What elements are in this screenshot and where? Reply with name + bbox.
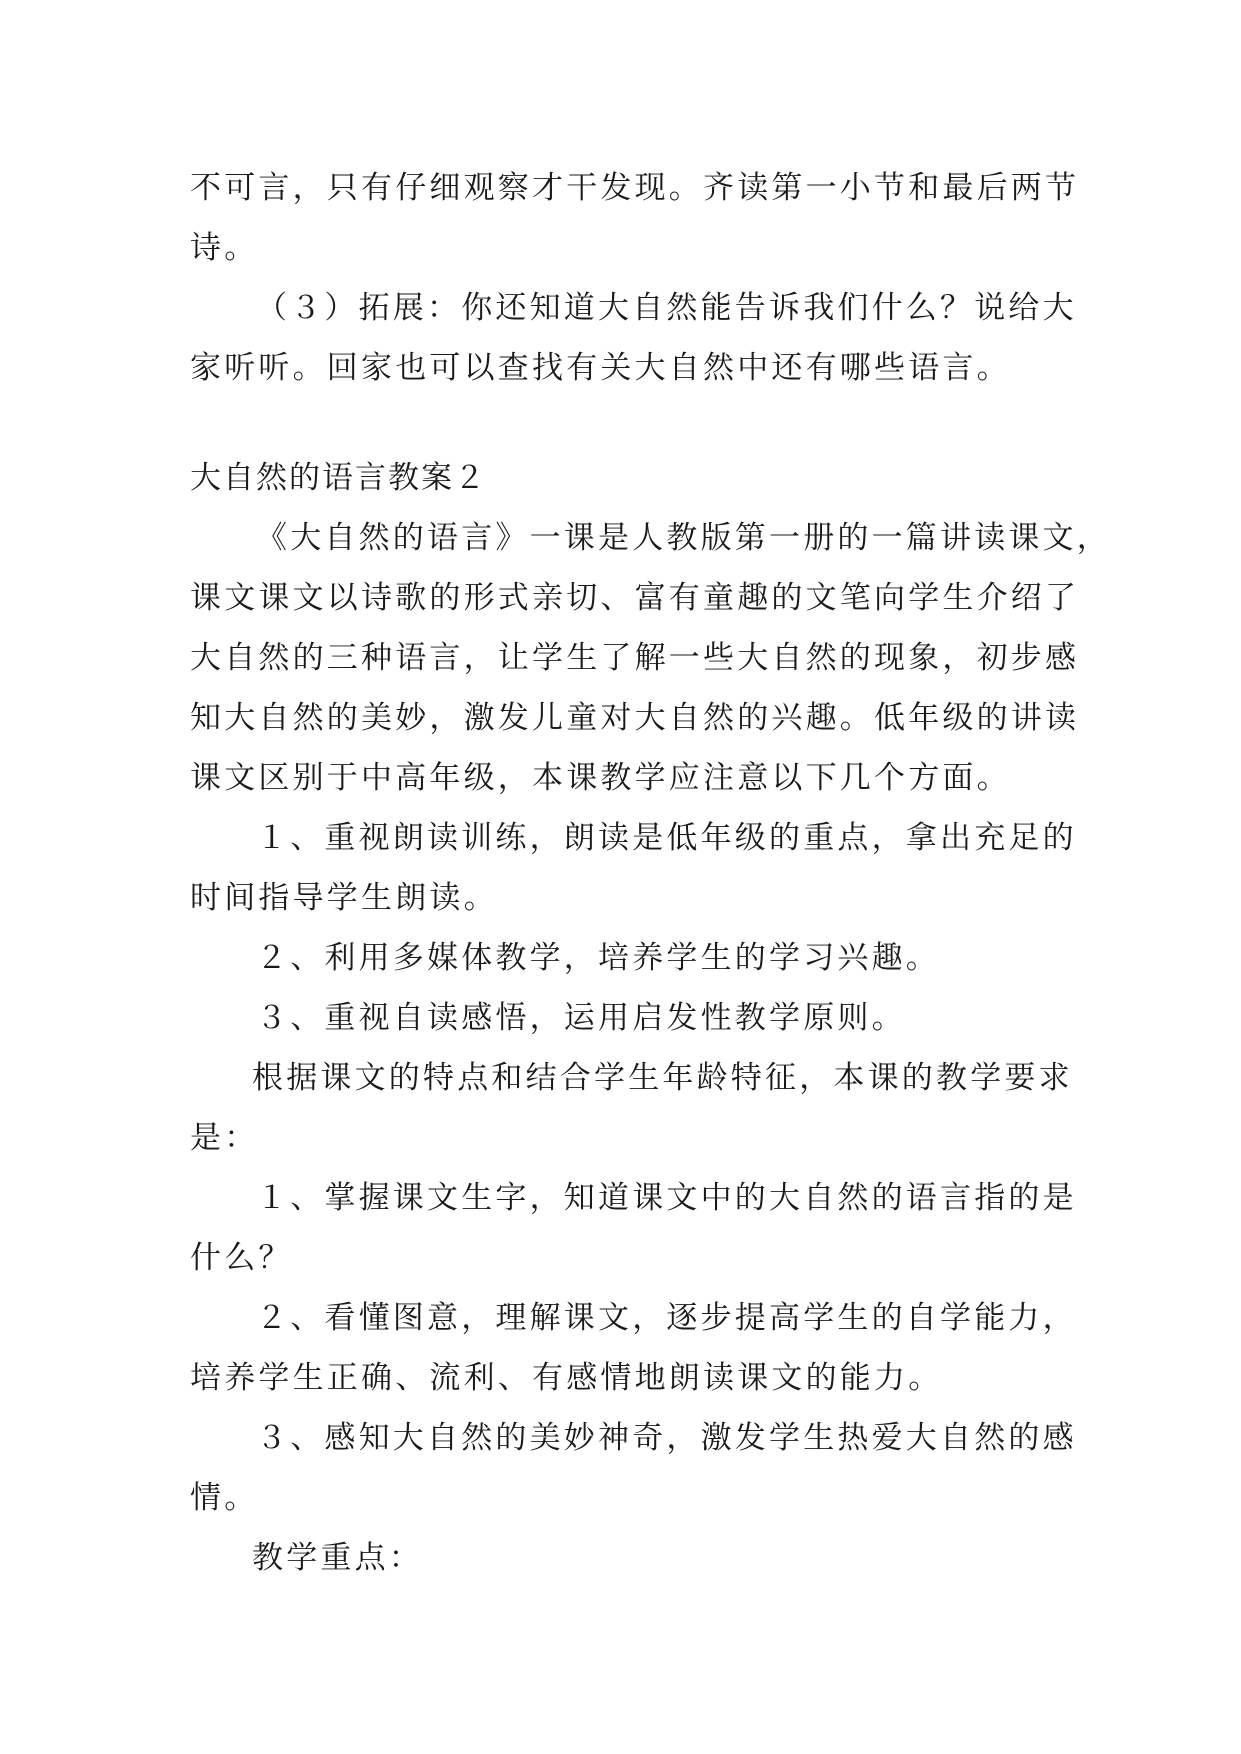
paragraph-line: 不可言，只有仔细观察才干发现。齐读第一小节和最后两节 (190, 170, 1080, 206)
subheading: 教学重点： (252, 1540, 423, 1576)
paragraph-line: 课文区别于中高年级，本课教学应注意以下几个方面。 (190, 760, 1011, 796)
paragraph-line: 根据课文的特点和结合学生年龄特征，本课的教学要求 (252, 1060, 1073, 1096)
paragraph-line: （３）拓展：你还知道大自然能告诉我们什么？说给大 (256, 290, 1077, 326)
paragraph-line: 是： (190, 1120, 259, 1156)
paragraph-line: 《大自然的语言》一课是人教版第一册的一篇讲读课文， (256, 520, 1111, 556)
paragraph-line: 时间指导学生朗读。 (190, 880, 498, 916)
paragraph-line: 诗。 (190, 230, 259, 266)
paragraph-line: 家听听。回家也可以查找有关大自然中还有哪些语言。 (190, 350, 1011, 386)
paragraph-line: 情。 (190, 1480, 259, 1516)
list-item: ３、感知大自然的美妙神奇，激发学生热爱大自然的感 (256, 1420, 1077, 1456)
paragraph-line: 知大自然的美妙，激发儿童对大自然的兴趣。低年级的讲读 (190, 700, 1080, 736)
paragraph-line: 培养学生正确、流利、有感情地朗读课文的能力。 (190, 1360, 943, 1396)
list-item: ２、利用多媒体教学，培养学生的学习兴趣。 (256, 940, 940, 976)
paragraph-line: 课文课文以诗歌的形式亲切、富有童趣的文笔向学生介绍了 (190, 580, 1080, 616)
list-item: １、重视朗读训练，朗读是低年级的重点，拿出充足的 (256, 820, 1077, 856)
list-item: ３、重视自读感悟，运用启发性教学原则。 (256, 1000, 906, 1036)
paragraph-line: 什么？ (190, 1240, 293, 1276)
paragraph-line: 大自然的三种语言，让学生了解一些大自然的现象，初步感 (190, 640, 1080, 676)
list-item: １、掌握课文生字，知道课文中的大自然的语言指的是 (256, 1180, 1077, 1216)
list-item: ２、看懂图意，理解课文，逐步提高学生的自学能力， (256, 1300, 1077, 1336)
section-title: 大自然的语言教案２ (190, 460, 487, 496)
